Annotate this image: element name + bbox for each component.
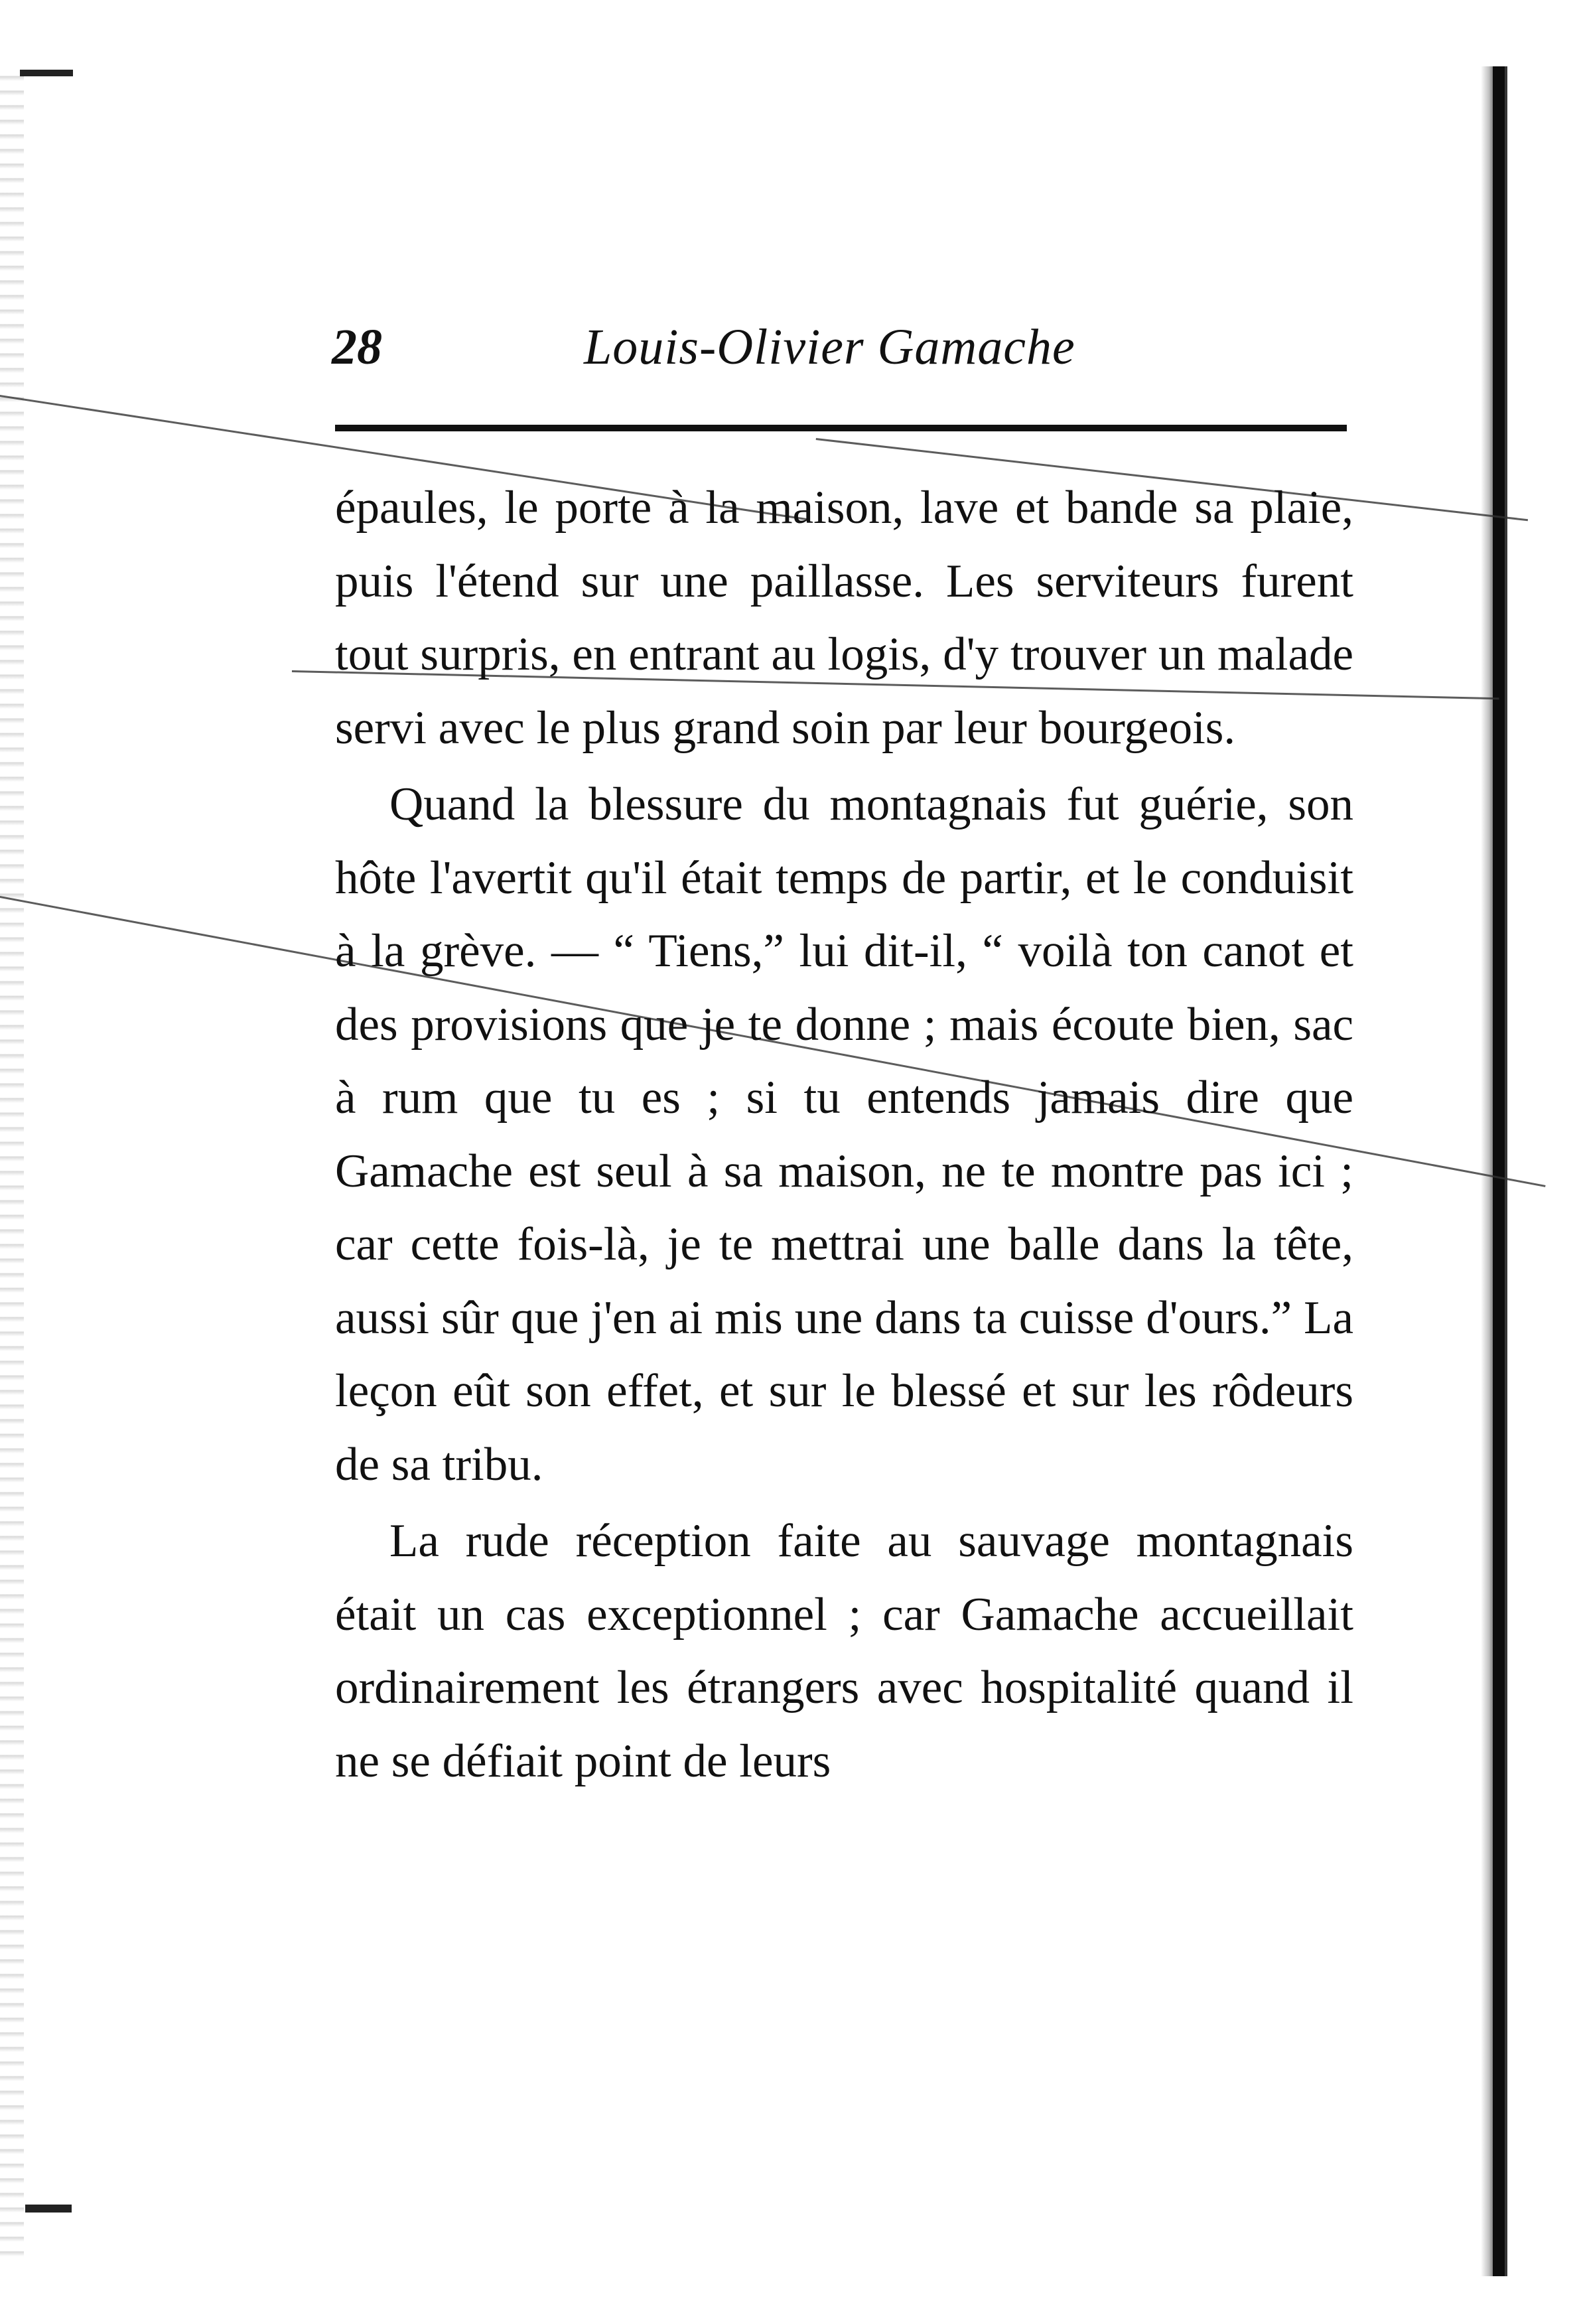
bottom-left-scan-mark [25,2205,72,2213]
paragraph-3: La rude réception faite au sauvage montagnais était un cas exceptionnel ; car Gamache accueillait ordinairement les étrangers avec hospitalité quand il ne se défiait point de leurs [335,1515,1353,1787]
page-number: 28 [332,319,382,375]
page-header [332,312,1353,385]
top-left-scan-mark [20,70,73,76]
right-scan-edge [1493,66,1505,2276]
paragraph-2: Quand la blessure du montagnais fut guérie, son hôte l'avertit qu'il était temps de partir, et le conduisit à la grève. — “ Tiens,” lui dit-il, “ voilà ton canot et des provisions que je te donne ; mais écoute bien, sac à rum que tu es ; si tu entends jamais dire que Gamache est seul à sa maison, ne te montre pas ici ; car cette fois-là, je te mettrai une balle dans la tête, aussi sûr que j'en ai mis une dans ta cuisse d'ours.” La leçon eût son effet, et sur le blessé et sur les rôdeurs de sa tribu. [335,778,1353,1490]
header-rule [335,425,1347,431]
running-title: Louis-Olivier Gamache [584,319,1075,375]
body-text [335,471,1353,1798]
paragraph-1: épaules, le porte à la maison, lave et bande sa plaie, puis l'étend sur une paillasse. Les serviteurs furent tout surpris, en entrant au logis, d'y trouver un malade servi avec le plus grand soin par leur bourgeois. [335,482,1353,754]
